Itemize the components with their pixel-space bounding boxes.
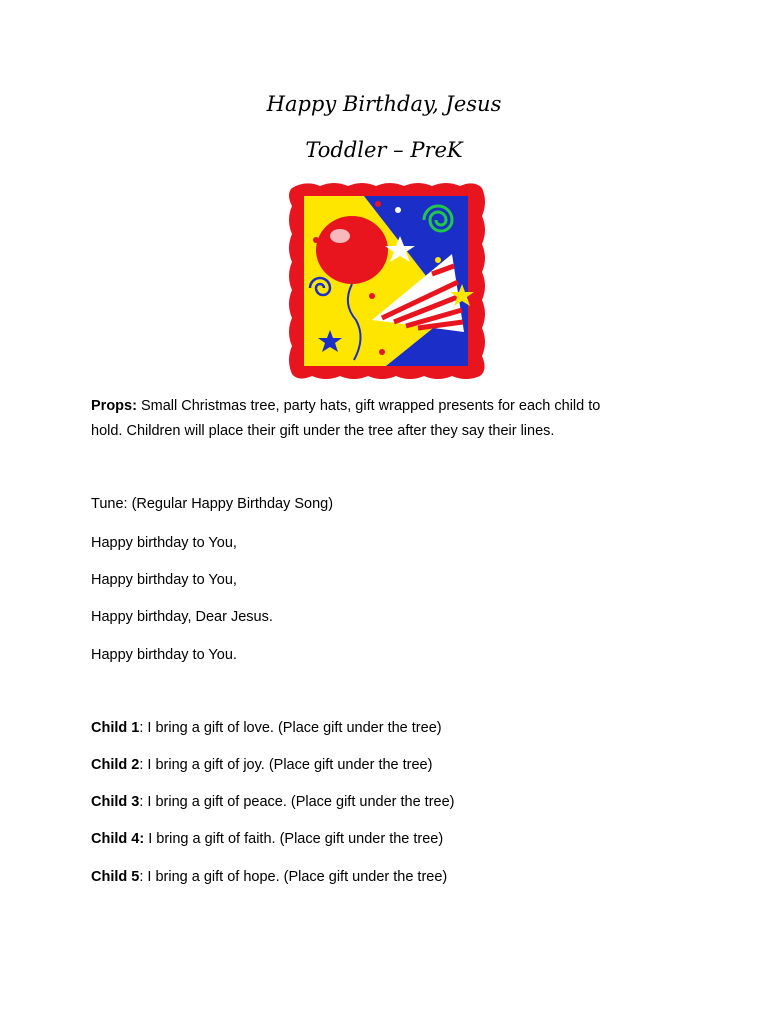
birthday-balloon-party-hat-icon <box>286 180 486 380</box>
props-line-2: hold. Children will place their gift under the tree after they say their lines. <box>91 423 555 439</box>
song-line: Happy birthday, Dear Jesus. <box>91 609 273 625</box>
child-text: I bring a gift of faith. (Place gift under the tree) <box>144 831 444 847</box>
song-line: Happy birthday to You, <box>91 535 237 551</box>
child-label: Child 2 <box>91 757 140 773</box>
tune-line: Tune: (Regular Happy Birthday Song) <box>91 496 334 512</box>
page-subtitle: Toddler – PreK <box>305 138 463 162</box>
child-text: : I bring a gift of peace. (Place gift under the tree) <box>139 794 455 810</box>
child-line <box>91 790 455 814</box>
child-line <box>91 827 443 851</box>
props-label: Props: <box>91 398 137 414</box>
child-label: Child 4: <box>91 831 145 847</box>
song-line: Happy birthday to You. <box>91 647 237 663</box>
child-label: Child 3 <box>91 794 140 810</box>
props-text-1: Small Christmas tree, party hats, gift wrapped presents for each child to <box>140 398 601 414</box>
song-line: Happy birthday to You, <box>91 572 237 588</box>
child-line <box>91 753 432 777</box>
child-text: : I bring a gift of love. (Place gift under the tree) <box>139 720 442 736</box>
child-line <box>91 865 447 889</box>
child-label: Child 5 <box>91 869 140 885</box>
child-label: Child 1 <box>91 720 140 736</box>
props-line-1 <box>91 394 600 418</box>
child-text: : I bring a gift of hope. (Place gift under the tree) <box>139 869 448 885</box>
child-line <box>91 716 442 740</box>
page-title: Happy Birthday, Jesus <box>266 92 502 116</box>
child-text: : I bring a gift of joy. (Place gift under the tree) <box>139 757 433 773</box>
